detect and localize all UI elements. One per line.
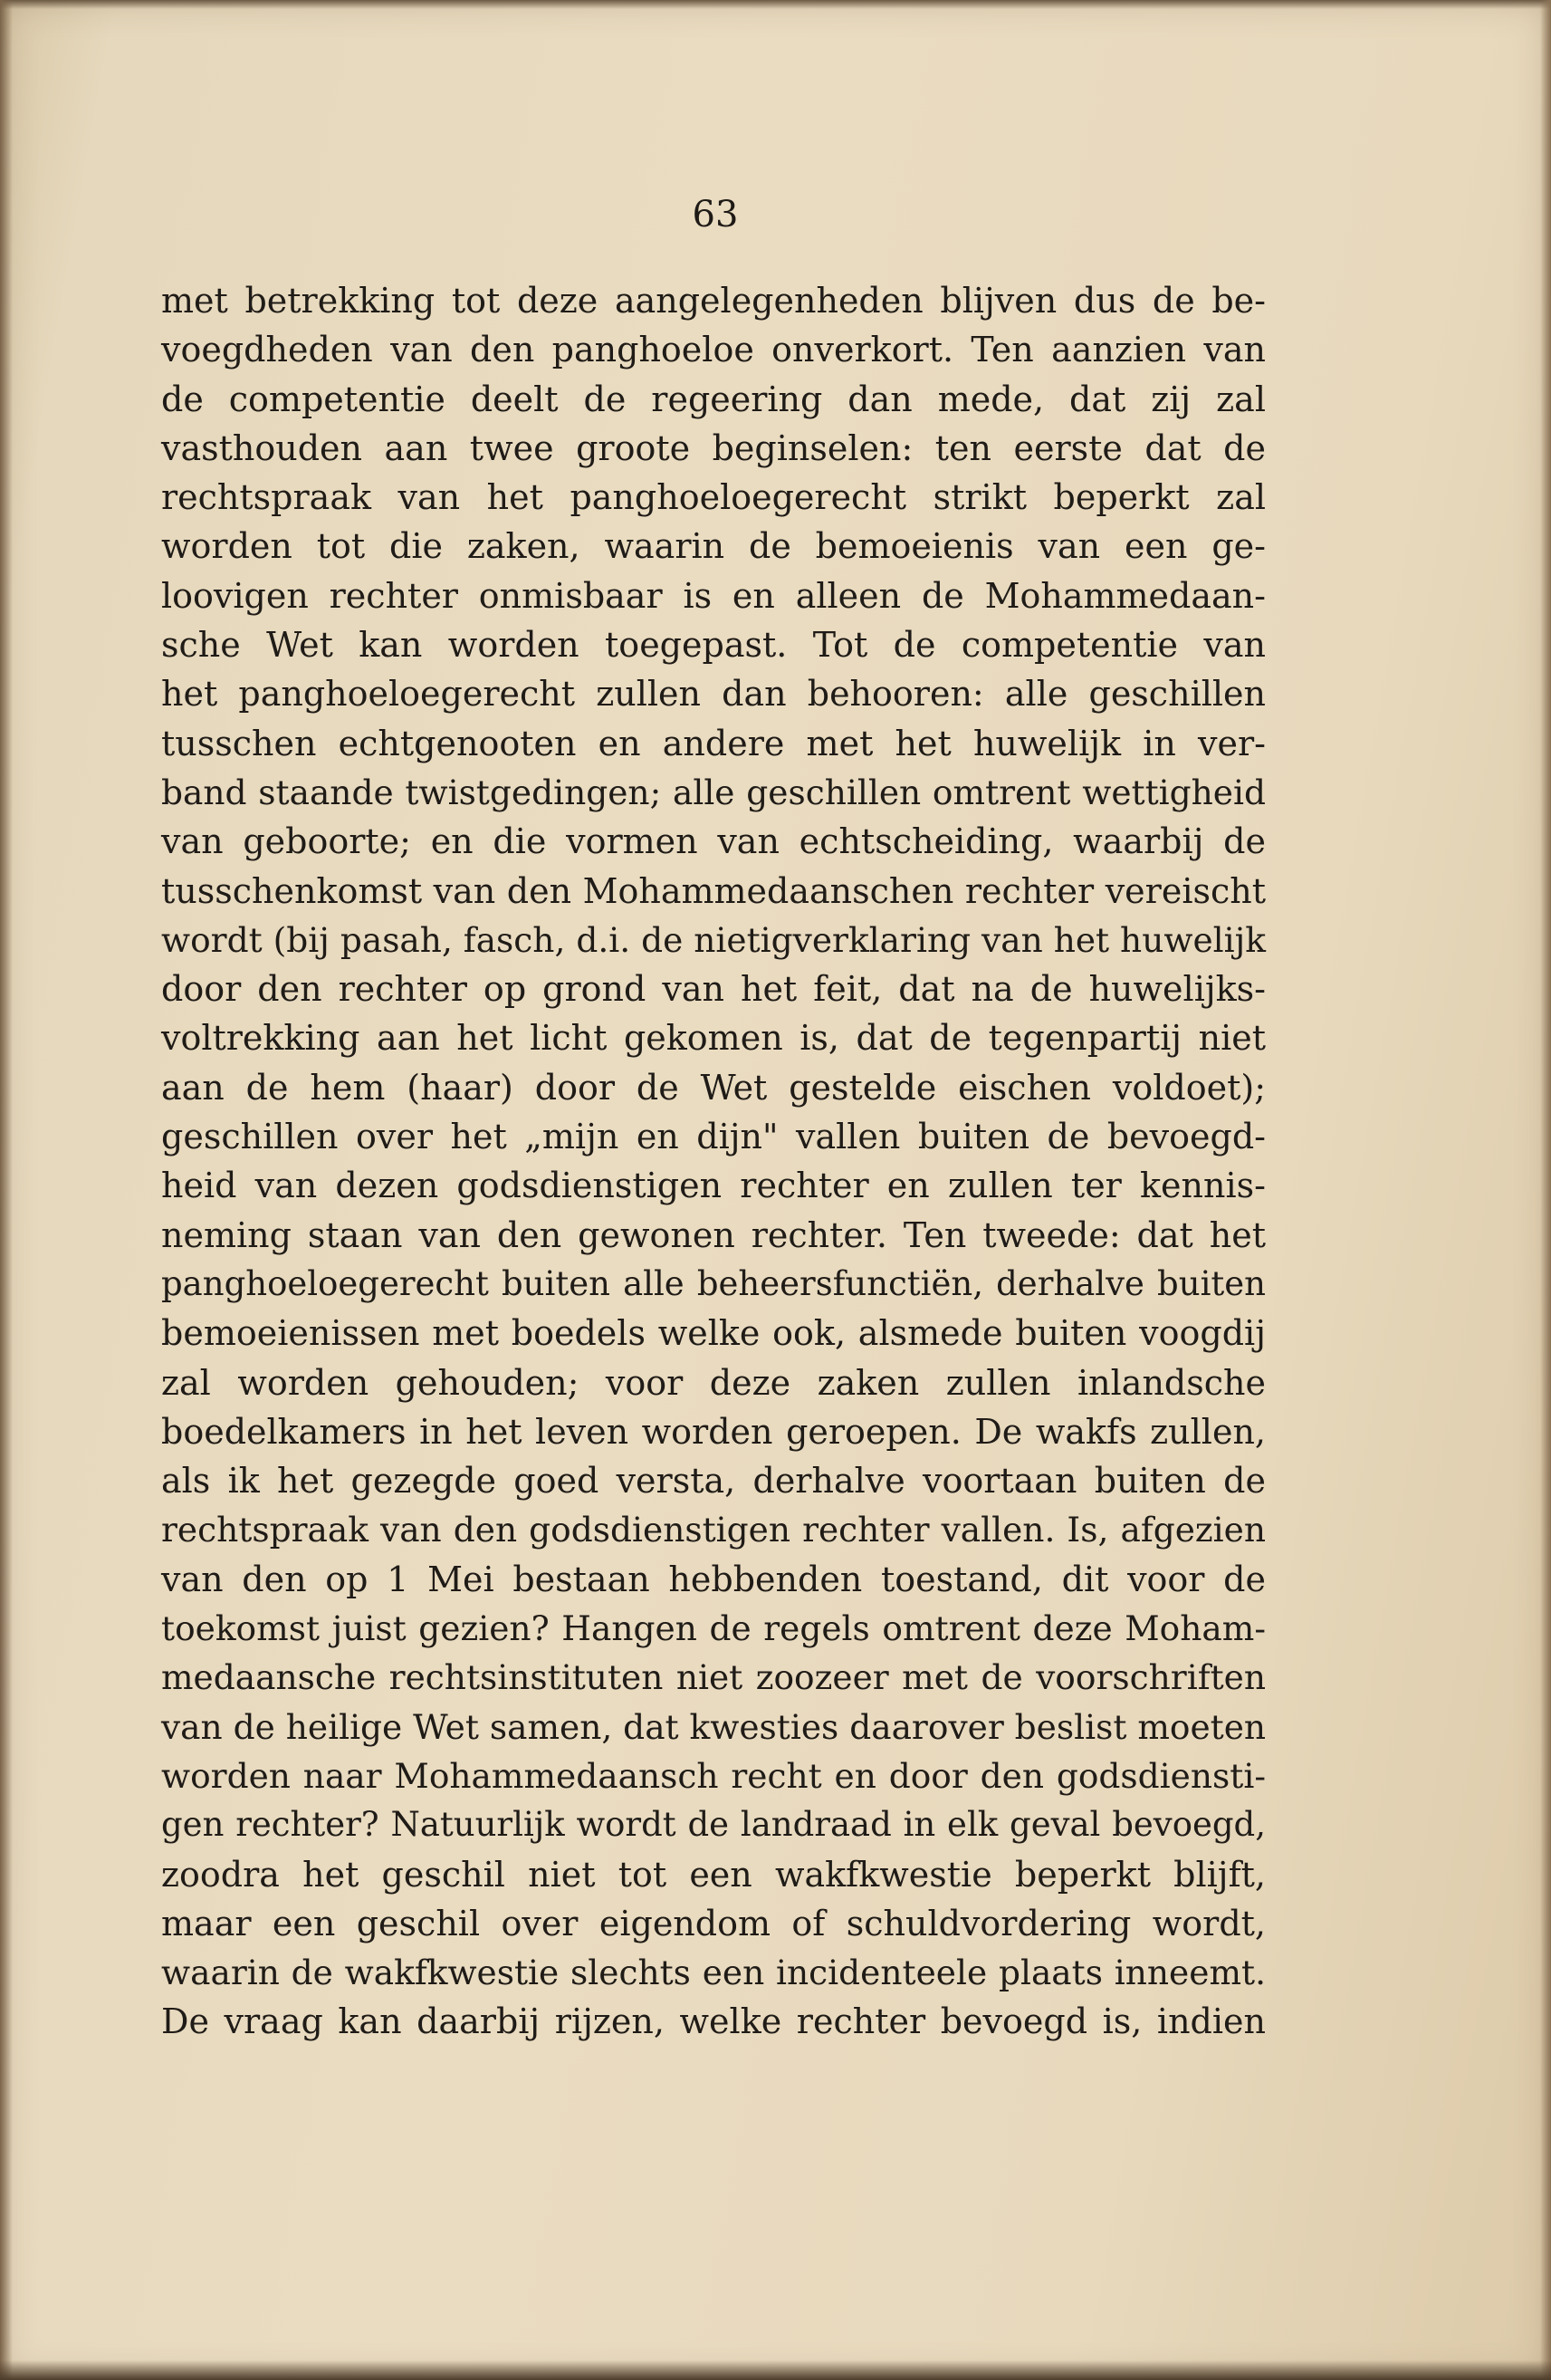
text-line: De vraag kan daarbij rijzen, welke rechter bevoegd is, indien <box>161 2001 1266 2042</box>
page-left-edge-shadow <box>0 0 13 2380</box>
page-top-edge-shadow <box>0 0 1551 9</box>
text-line: aan de hem (haar) door de Wet gestelde eischen voldoet); <box>161 1067 1266 1108</box>
text-line: voltrekking aan het licht gekomen is, dat de tegenpartij niet <box>161 1018 1266 1059</box>
text-line: rechtspraak van den godsdienstigen rechter vallen. Is, afgezien <box>161 1510 1266 1550</box>
text-line: maar een geschil over eigendom of schuldvordering wordt, <box>161 1903 1266 1943</box>
text-line: bemoeienissen met boedels welke ook, alsmede buiten voogdij <box>161 1313 1266 1354</box>
text-line: van den op 1 Mei bestaan hebbenden toestand, dit voor de <box>161 1559 1266 1599</box>
text-line: vasthouden aan twee groote beginselen: ten eerste dat de <box>161 427 1266 468</box>
text-line: als ik het gezegde goed versta, derhalve voortaan buiten de <box>161 1461 1266 1502</box>
text-line: gen rechter? Natuurlijk wordt de landraad in elk geval bevoegd, <box>161 1805 1266 1845</box>
text-line: worden tot die zaken, waarin de bemoeienis van een ge- <box>161 526 1266 567</box>
text-line: met betrekking tot deze aangelegenheden blijven dus de be- <box>161 281 1266 321</box>
text-line: de competentie deelt de regeering dan mede, dat zij zal <box>161 379 1266 419</box>
text-line: voegdheden van den panghoeloe onverkort. Ten aanzien van <box>161 330 1266 370</box>
text-line: toekomst juist gezien? Hangen de regels omtrent deze Moham- <box>161 1608 1266 1649</box>
text-line: boedelkamers in het leven worden geroepen. De wakfs zullen, <box>161 1411 1266 1452</box>
text-line: worden naar Mohammedaansch recht en door den godsdiensti- <box>161 1755 1266 1796</box>
page-number: 63 <box>692 194 739 235</box>
text-line: van de heilige Wet samen, dat kwesties daarover beslist moeten <box>161 1706 1267 1747</box>
text-line: het panghoeloegerecht zullen dan behooren: alle geschillen <box>161 674 1266 715</box>
page-right-edge-shadow <box>1540 0 1551 2380</box>
text-line: wordt (bij pasah, fasch, d.i. de nietigverklaring van het huwelijk <box>161 919 1266 960</box>
text-line: rechtspraak van het panghoeloegerecht strikt beperkt zal <box>161 477 1266 518</box>
text-line: tusschenkomst van den Mohammedaanschen rechter vereischt <box>161 870 1266 911</box>
text-line: heid van dezen godsdienstigen rechter en zullen ter kennis- <box>161 1166 1266 1206</box>
text-line: zoodra het geschil niet tot een wakfkwestie beperkt blijft, <box>161 1854 1266 1895</box>
text-line: band staande twistgedingen; alle geschillen omtrent wettigheid <box>161 772 1266 812</box>
text-line: waarin de wakfkwestie slechts een incidenteele plaats inneemt. <box>161 1953 1266 1993</box>
text-line: sche Wet kan worden toegepast. Tot de competentie van <box>161 625 1266 666</box>
text-line: neming staan van den gewonen rechter. Ten tweede: dat het <box>161 1214 1266 1255</box>
text-line: door den rechter op grond van het feit, dat na de huwelijks- <box>161 969 1266 1010</box>
text-line: panghoeloegerecht buiten alle beheersfunctiën, derhalve buiten <box>161 1263 1266 1303</box>
text-line: zal worden gehouden; voor deze zaken zullen inlandsche <box>161 1362 1266 1403</box>
body-text <box>161 276 1266 2047</box>
text-line: loovigen rechter onmisbaar is en alleen de Mohammedaan- <box>161 575 1266 616</box>
text-line: van geboorte; en die vormen van echtscheiding, waarbij de <box>161 821 1266 862</box>
page-bottom-edge-shadow <box>0 2360 1551 2380</box>
text-line: medaansche rechtsinstituten niet zoozeer met de voorschriften <box>161 1657 1266 1698</box>
text-line: tusschen echtgenooten en andere met het huwelijk in ver- <box>161 723 1266 763</box>
text-line: geschillen over het „mijn en dijn" vallen buiten de bevoegd- <box>161 1117 1266 1157</box>
